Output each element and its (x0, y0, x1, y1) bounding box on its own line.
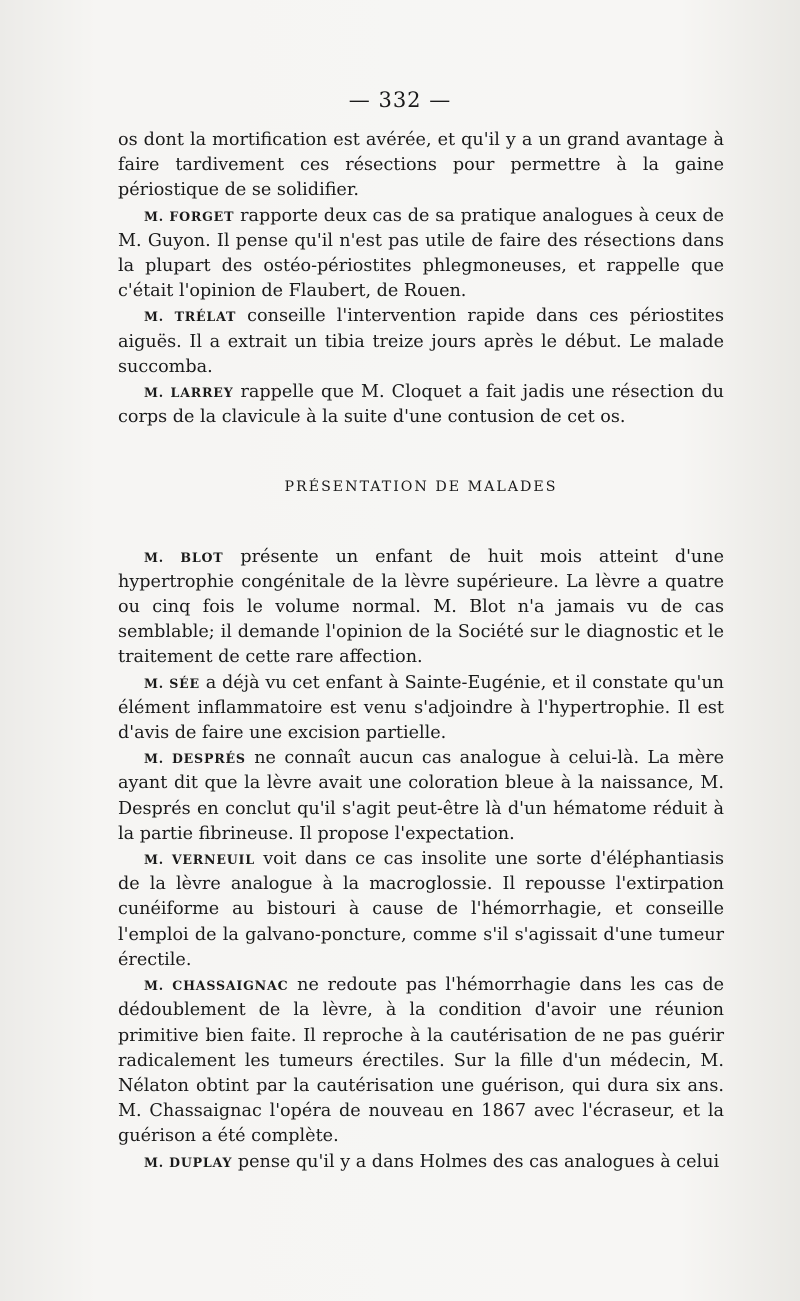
paragraph (118, 304, 724, 380)
speaker-name: M. DESPRÉS (144, 751, 246, 767)
paragraph-text: présente un enfant de huit mois atteint d'une hypertrophie congénitale de la lèvre supérieure. La lèvre a quatre ou cinq fois le volume normal. M. Blot n'a jamais vu de cas semblable; il demande l'opinion de la Société sur le diagnostic et le traitement de cette rare affection. (118, 546, 724, 668)
paragraph-text: rappelle que M. Cloquet a fait jadis une résection du corps de la clavicule à la suite d'une contusion de cet os. (118, 382, 724, 428)
paragraph-text: pense qu'il y a dans Holmes des cas analogues à celui (232, 1151, 720, 1172)
speaker-name: M. SÉE (144, 675, 200, 691)
paragraph (118, 380, 724, 430)
paragraph-text: os dont la mortification est avérée, et qu'il y a un grand avantage à faire tardivement ces résections pour permettre à la gaine périostique de se solidifier. (118, 130, 724, 201)
paragraph-text: conseille l'intervention rapide dans ces périostites aiguës. Il a extrait un tibia treize jours après le début. Le malade succomba. (118, 306, 725, 377)
paragraph-text: a déjà vu cet enfant à Sainte-Eugénie, et il constate qu'un élément inflammatoire est venu s'adjoindre à l'hypertrophie. Il est d'avis de faire une excision partielle. (118, 672, 724, 744)
paragraph (118, 1150, 724, 1175)
paragraph (118, 973, 724, 1149)
speaker-name: M. DUPLAY (144, 1154, 233, 1170)
speaker-name: M. FORGET (144, 208, 235, 224)
paragraph-text: ne redoute pas l'hémorrhagie dans les cas de dédoublement de la lèvre, à la condition d'avoir une réunion primitive bien faite. Il reproche à la cautérisation de ne pas guérir radicalement les tumeurs érectiles. Sur la fille d'un médecin, M. Nélaton obtint par la cautérisation une guérison, qui dura six ans. M. Chassaignac l'opéra de nouveau en 1867 avec l'écraseur, et la guérison a été complète. (118, 975, 724, 1147)
paragraph-text: ne connaît aucun cas analogue à celui-là. La mère ayant dit que la lèvre avait une coloration bleue à la naissance, M. Després en conclut qu'il s'agit peut-être là d'un hématome réduit à la partie fibrineuse. Il propose l'expectation. (118, 748, 724, 844)
paragraph (118, 746, 724, 847)
section-heading: PRÉSENTATION DE MALADES (284, 479, 558, 496)
paragraph (118, 847, 724, 973)
paragraph (118, 204, 724, 305)
paragraph (118, 128, 724, 204)
paragraph-text: rapporte deux cas de sa pratique analogues à ceux de M. Guyon. Il pense qu'il n'est pas utile de faire des résections dans la plupart des ostéo-périostites phlegmoneuses, et rappelle que c'était l'opinion de Flaubert, de Rouen. (118, 205, 725, 302)
speaker-name: M. VERNEUIL (144, 852, 255, 868)
speaker-name: M. BLOT (144, 549, 224, 565)
paragraph-text: voit dans ce cas insolite une sorte d'éléphantiasis de la lèvre analogue à la macroglossie. Il repousse l'extirpation cunéiforme au bistouri à cause de l'hémorrhagie, et conseille l'emploi de la galvano-poncture, comme s'il s'agissait d'une tumeur érectile. (118, 849, 724, 970)
paragraph (118, 545, 724, 671)
paragraph (118, 671, 724, 747)
speaker-name: M. LARREY (144, 385, 234, 401)
page-number: — 332 — (348, 88, 452, 112)
page-body (118, 128, 724, 1175)
speaker-name: M. CHASSAIGNAC (144, 978, 289, 994)
speaker-name: M. TRÉLAT (144, 309, 237, 325)
